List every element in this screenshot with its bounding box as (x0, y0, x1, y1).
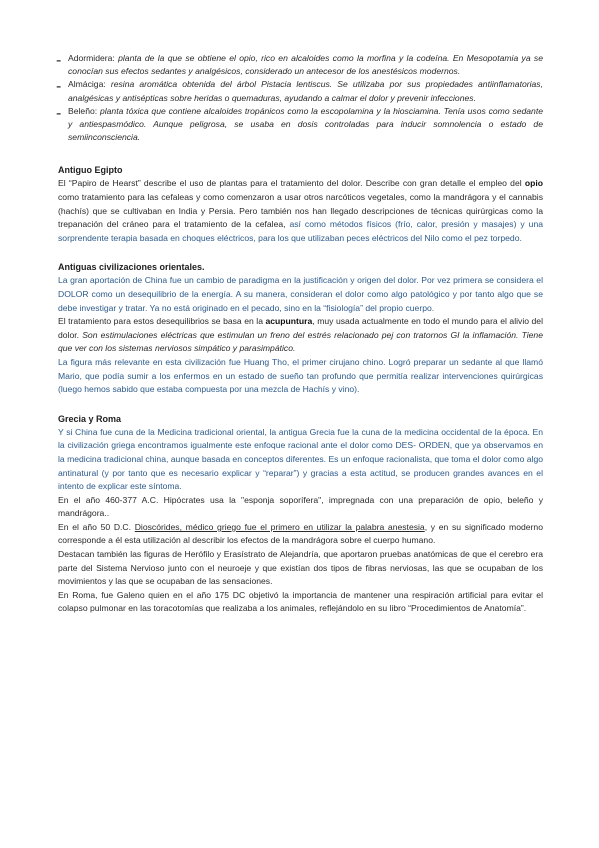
section-heading-egipto: Antiguo Egipto (58, 165, 123, 176)
term-description: resina aromática obtenida del árbol Pistacia lentiscus. Se utilizaba por sus propiedades antiinflamatorias, analgésicas y antisépticas sobre heridas o quemaduras, ayudando a calmar el dolor y prevenir infecciones. (68, 79, 543, 103)
term-description: planta tóxica que contiene alcaloides tropánicos como la escopolamina y la hiosciamina. Tenía usos como sedante y antiespasmódico. Aunque peligrosa, se usaba en dosis controladas para inducir somnolencia o estado de semiinconsciencia. (68, 105, 543, 143)
text-run: , y en su significado moderno corresponde a él esta utilización al describir los efectos de la mandrágora sobre el cuerpo humano. (58, 521, 543, 546)
paragraph-oriente-2 (58, 315, 543, 356)
text-run: El “Papiro de Hearst” describe el uso de plantas para el tratamiento del dolor. Describe con gran detalle el empleo del (58, 178, 525, 189)
text-run: , muy usada actualmente en todo el mundo para el alivio del dolor. (58, 316, 543, 340)
text-run: En el año 50 D.C. (58, 521, 135, 532)
text-run: El tratamiento para estos desequilibrios se basa en la (58, 316, 266, 327)
section-heading-oriente: Antiguas civilizaciones orientales. (58, 262, 205, 273)
paragraph-egipto (58, 177, 543, 245)
term-almaciga: Almáciga: (68, 79, 106, 90)
paragraph-grecia-4: Destacan también las figuras de Herófilo y Erasístrato de Alejandría, que aportaron pruebas anatómicas de que el cerebro era parte del Sistema Nervioso junto con el neuroeje y que existían dos tipos de fibras nerviosas, las que se ocupaban de los movimientos y las que se ocupaban de las sensaciones. (58, 549, 543, 587)
highlighted-text: así como métodos físicos (frío, calor, presión y masajes) y una sorprendente terapia basada en choques eléctricos, para los que utilizaban peces eléctricos del Nilo como el pez torpedo. (58, 219, 544, 243)
list-item (58, 105, 543, 145)
document-page (58, 52, 543, 616)
dash-bullet: - (56, 52, 62, 69)
term-description: planta de la que se obtiene el opio, rico en alcaloides como la morfina y la codeína. En Mesopotamia ya se conocían sus efectos sedantes y analgésicos, considerado un antecesor de los anestésicos modernos. (68, 53, 543, 77)
dash-bullet: - (56, 78, 62, 96)
list-item (58, 78, 543, 104)
section-heading-grecia: Grecia y Roma (58, 413, 122, 424)
list-item-text (58, 78, 543, 104)
bold-term: acupuntura (265, 316, 313, 327)
paragraph-oriente-1: La gran aportación de China fue un cambio de paradigma en la justificación y origen del dolor. Por vez primera se considera el DOLOR como un desequilibrio de la energía. A su manera, consideran el dolor como algo patológico y por tanto algo que se debe investigar y tratar. Ya no está originado en el pecado, sino en la “fisiología” del propio cuerpo. (58, 275, 543, 313)
term-beleno: Beleño: (68, 105, 98, 116)
text-run: como tratamiento para las cefaleas y como comenzaron a usar otros narcóticos vegetales, como la mandrágora y el cannabis (hachís) que se cultivaban en India y Persia. Pero también nos han llegado descripciones de técnicas quirúrgicas como la trepanación del cráneo para el tratamiento de la cefalea, (58, 192, 543, 230)
paragraph-grecia-3 (58, 521, 543, 548)
plant-list (58, 52, 543, 144)
paragraph-oriente-3: La figura más relevante en esta civilización fue Huang Tho, el primer cirujano chino. Logró preparar un sedante al que llamó Mario, que podía sumir a los enfermos en un estado de sueño tan profundo que permitía realizar intervenciones quirúrgicas (luego hemos sabido que estaba compuesta por una mezcla de Hachís y vino). (58, 356, 543, 395)
italic-note: Son estimulaciones eléctricas que estimulan un freno del estrés relacionado pej con tratornos GI la inflamación. Tiene que ver con los sistemas nerviosos simpático y parasimpático. (58, 329, 543, 354)
paragraph-grecia-2: En el año 460-377 A.C. Hipócrates usa la "esponja soporífera", impregnada con una preparación de opio, beleño y mandrágora.. (58, 494, 543, 519)
term-adormidera: Adormidera: (68, 53, 115, 63)
list-item-text (58, 52, 543, 78)
list-item (58, 52, 543, 78)
bold-term: opio (524, 178, 543, 189)
paragraph-grecia-5: En Roma, fue Galeno quien en el año 175 DC objetivó la importancia de mantener una respiración artificial para evitar el colapso pulmonar en las toracotomías que realizaba a los animales, reflejándolo en su libro “Procedimientos de Anatomía”. (58, 589, 543, 614)
underlined-text: Dioscórides, médico griego fue el primero en utilizar la palabra anestesia (134, 521, 425, 532)
paragraph-grecia-1: Y si China fue cuna de la Medicina tradicional oriental, la antigua Grecia fue la cuna de la medicina occidental de la época. En la civilización griega encontramos igualmente este enfoque racional ante el dolor como DES- ORDEN, que ya observamos en la medicina tradicional china, aunque basada en conceptos diferentes. Es un enfoque racionalista, que toma el dolor como algo antinatural (y por tanto que es necesario explicar y “reparar”) y gracias a esta actitud, se producen grandes avances en el intento de explicar este síntoma. (58, 426, 543, 492)
dash-bullet: - (56, 104, 62, 122)
list-item-text (58, 105, 543, 145)
